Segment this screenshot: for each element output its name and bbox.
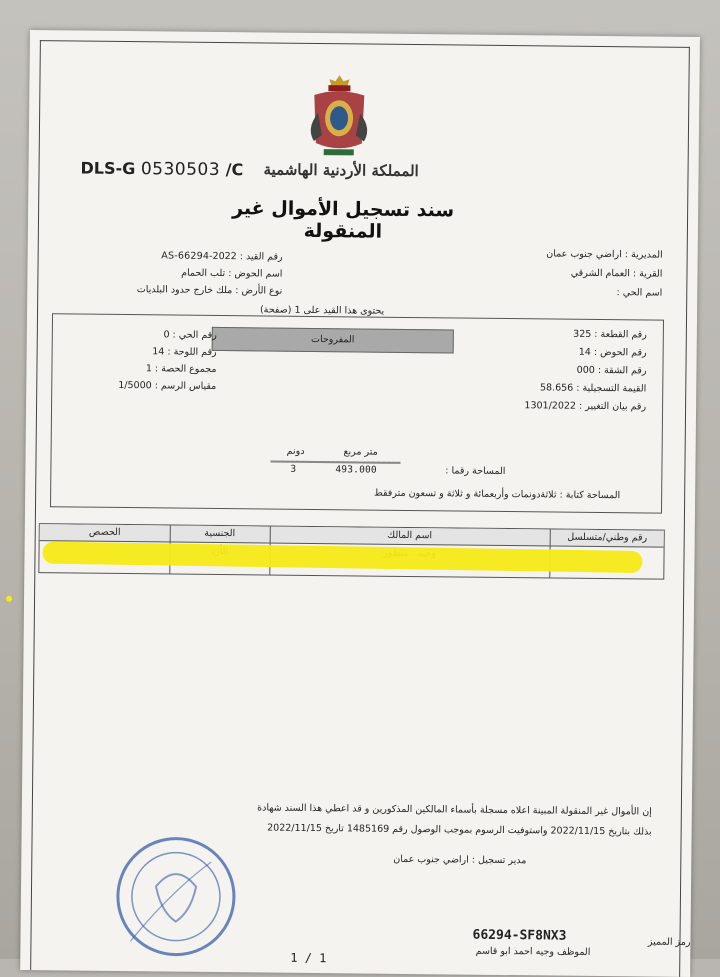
record-number: رقم القيد : 2022-AS-66294 [161, 250, 283, 263]
total-share: مجموع الحصة : 1 [145, 363, 217, 375]
area-in-words: المساحة كتابة : ثلاثةدونمات وأربعمائة و ثلاثة و تسعون مترفقط [373, 487, 621, 502]
district-number: رقم الحي : 0 [163, 329, 217, 341]
directorate: المديرية : اراضي جنوب عمان [546, 248, 663, 261]
mortgages-box [212, 327, 454, 354]
basin-name: اسم الحوض : تلب الحمام [181, 267, 283, 280]
plot-number: رقم القطعة : 325 [573, 328, 647, 341]
mortgages-label: المفروحات [311, 333, 355, 346]
area-digits-label: المساحة رقما : [445, 465, 506, 478]
royal-crest-icon [304, 73, 375, 164]
kingdom-name: المملكة الأردنية الهاشمية [263, 160, 419, 181]
header-nationality: الجنسية [204, 527, 236, 540]
village: القرية : العمام الشرقي [570, 267, 663, 280]
verify-code-label: رمز المميز [647, 936, 691, 948]
apartment-number: رقم الشقة : 000 [576, 364, 647, 377]
registrar-title: مدير تسجيل : اراضي جنوب عمان [393, 853, 527, 867]
area-sqm-value: 493.000 [335, 464, 377, 476]
document-title: سند تسجيل الأموال غير المنقولة [232, 197, 455, 243]
verification-code: 66294-SF8NX3 [472, 927, 567, 944]
change-statement-number: رقم بيان التغيير : 1301/2022 [524, 400, 647, 413]
dunum-label: دونم [286, 445, 305, 457]
document-sheet [20, 30, 700, 977]
board-number: رقم اللوحة : 14 [152, 346, 217, 358]
sqm-label: متر مربع [343, 446, 378, 458]
highlight-dot [6, 596, 12, 602]
header-owner-name: اسم المالك [387, 529, 433, 542]
serial-number: DLS-G 0530503 /C [80, 158, 244, 180]
header-national-id: رقم وطني/متسلسل [567, 531, 648, 544]
district-name: اسم الحي : [616, 287, 663, 299]
area-dunum-value: 3 [290, 463, 297, 475]
page-count-statement: يحتوى هذا القيد على 1 (صفحة) [259, 304, 385, 317]
map-scale: مقياس الرسم : 1/5000 [118, 379, 217, 392]
clerk-name: الموظف وجيه احمد ابو قاسم [475, 945, 591, 958]
basin-number: رقم الحوض : 14 [578, 346, 647, 359]
official-stamp-icon [110, 831, 241, 962]
certification-statement-line1: إن الأموال غير المنقولة المبينة اعلاه مسجلة بأسماء المالكين المذكورين و قد اعطي هذا السند شهادة [257, 802, 652, 818]
certification-statement-line2: بذلك بتاريخ 2022/11/15 واستوفيت الرسوم بموجب الوصول رقم 1485169 تاريخ 2022/11/15 [267, 822, 652, 838]
land-type: نوع الأرض : ملك خارج حدود البلديات [136, 284, 283, 297]
registered-value: القيمة التسجيلية : 58.656 [539, 382, 647, 395]
page-number: 1 / 1 [290, 950, 327, 966]
header-shares: الحصص [88, 526, 121, 538]
